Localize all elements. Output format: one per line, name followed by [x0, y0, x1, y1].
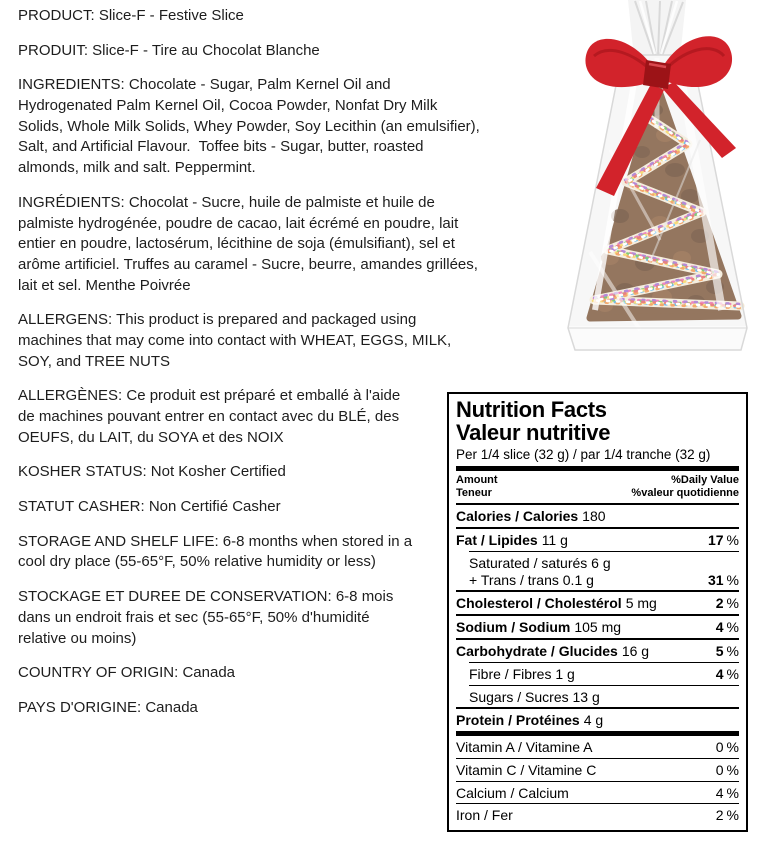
- row-cholesterol: Cholesterol / Cholestérol 5 mg 2 %: [456, 590, 739, 614]
- origin-en: COUNTRY OF ORIGIN: Canada: [18, 664, 236, 682]
- row-saturated-trans: Saturated / saturés 6 g + Trans / trans 0.1 g 31 %: [469, 551, 739, 591]
- product-photo: [550, 0, 761, 400]
- nutrition-facts-label: [447, 392, 748, 832]
- row-protein: Protein / Protéines 4 g: [456, 707, 739, 731]
- row-vitamin-c: Vitamin C / Vitamine C 0 %: [456, 758, 739, 781]
- row-sodium: Sodium / Sodium 105 mg 4 %: [456, 614, 739, 638]
- storage-fr: STOCKAGE ET DUREE DE CONSERVATION: 6-8 mois dans un endroit frais et sec (55-65°F, 50% d'humidité relative ou moins): [18, 588, 398, 647]
- allergens-fr: ALLERGÈNES: Ce produit est préparé et emballé à l'aide de machines pouvant entrer en contact avec du BLÉ, des OEUFS, du LAIT, du SOYA et des NOIX: [18, 387, 405, 446]
- row-sugars: Sugars / Sucres 13 g: [469, 685, 739, 708]
- row-calories: Calories / Calories 180: [456, 508, 606, 525]
- storage-en: STORAGE AND SHELF LIFE: 6-8 months when stored in a cool dry place (55-65°F, 50% relative humidity or less): [18, 532, 417, 571]
- nutrition-title-en: Nutrition Facts: [456, 397, 607, 422]
- row-fat: Fat / Lipides 11 g 17 %: [456, 527, 739, 551]
- daily-value-header-fr: %valeur quotidienne: [631, 487, 739, 500]
- kosher-status-fr: STATUT CASHER: Non Certifié Casher: [18, 498, 281, 516]
- row-carbohydrate: Carbohydrate / Glucides 16 g 5 %: [456, 638, 739, 662]
- row-iron: Iron / Fer 2 %: [456, 803, 739, 826]
- ingredients-en: INGREDIENTS: Chocolate - Sugar, Palm Kernel Oil and Hydrogenated Palm Kernel Oil, Cocoa Powder, Nonfat Dry Milk Solids, Whole Milk Solids, Whey Powder, Soy Lecithin (an emulsifier), Salt, and Artificial Flavour. Toffee bits - Sugar, butter, roasted almonds, milk and salt. Peppermint.: [18, 76, 485, 177]
- daily-value-header-en: %Daily Value: [671, 474, 739, 487]
- row-calcium: Calcium / Calcium 4 %: [456, 781, 739, 804]
- amount-header-en: Amount: [456, 474, 498, 487]
- kosher-status-en: KOSHER STATUS: Not Kosher Certified: [18, 463, 286, 481]
- product-info-column: [18, 6, 485, 846]
- serving-size: Per 1/4 slice (32 g) / par 1/4 tranche (32 g): [456, 447, 711, 463]
- amount-header-fr: Teneur: [456, 487, 492, 500]
- nutrition-header: [456, 471, 739, 503]
- origin-fr: PAYS D'ORIGINE: Canada: [18, 698, 198, 716]
- nutrition-title-fr: Valeur nutritive: [456, 420, 611, 446]
- product-line-en: PRODUCT: Slice-F - Festive Slice: [18, 7, 244, 24]
- allergens-en: ALLERGENS: This product is prepared and packaged using machines that may come into contact with WHEAT, EGGS, MILK, SOY, and TREE NUTS: [18, 311, 456, 370]
- gift-bag-top: [628, 0, 686, 58]
- row-fibre: Fibre / Fibres 1 g 4 %: [469, 662, 739, 685]
- ingredients-fr: INGRÉDIENTS: Chocolat - Sucre, huile de palmiste et huile de palmiste hydrogénée, poudre de cacao, lait écrémé en poudre, lait entier en poudre, lactosérum, lécithine de soja (émulsifiant), sel et arôme artificiel. Truffes au caramel - Sucre, beurre, amandes grillées, lait et sel. Menthe Poivrée: [18, 193, 483, 294]
- row-vitamin-a: Vitamin A / Vitamine A 0 %: [456, 739, 739, 756]
- product-line-fr: PRODUIT: Slice-F - Tire au Chocolat Blanche: [18, 41, 320, 59]
